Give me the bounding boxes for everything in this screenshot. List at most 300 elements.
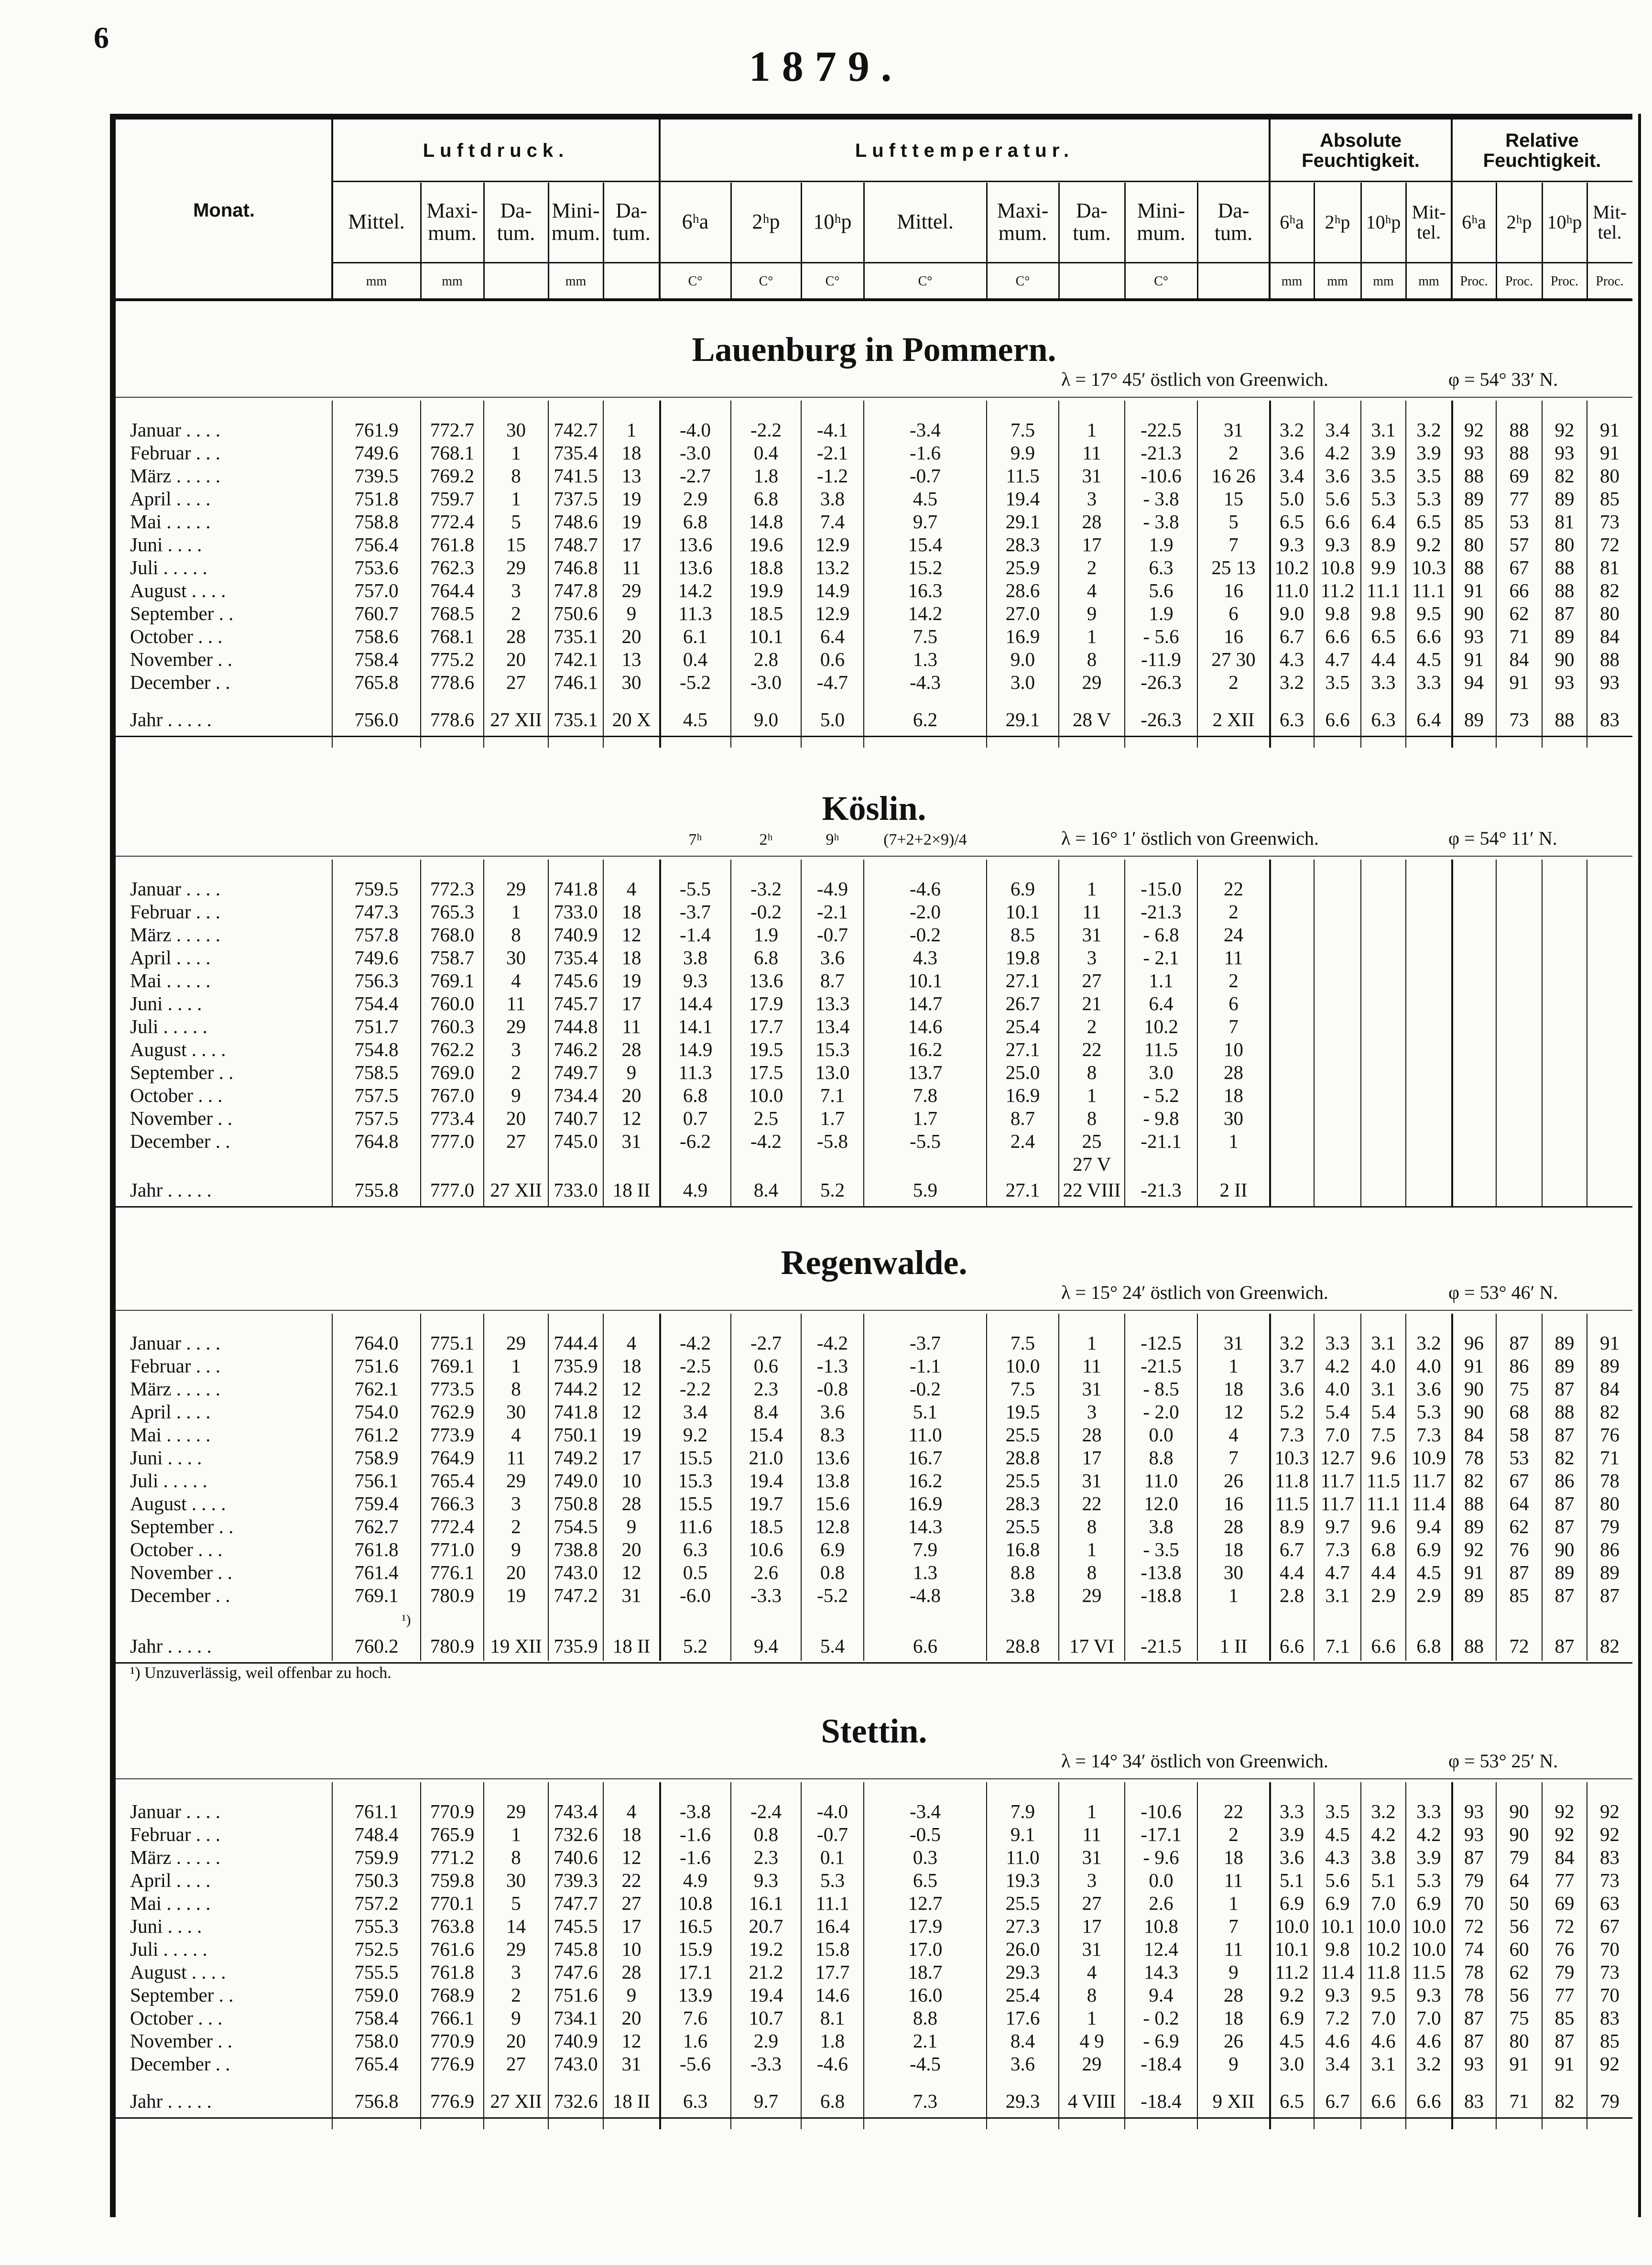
table-cell: 7.2 bbox=[1325, 2007, 1350, 2029]
table-cell: 15.3 bbox=[815, 1038, 850, 1060]
table-cell: -2.7 bbox=[750, 1332, 782, 1354]
header-unit-13: mm bbox=[1281, 274, 1303, 289]
table-cell: 755.3 bbox=[354, 1915, 399, 1937]
table-cell: 735.9 bbox=[554, 1355, 598, 1377]
table-cell: 73 bbox=[1600, 511, 1619, 533]
table-cell: 9.8 bbox=[1325, 1938, 1350, 1960]
table-cell: 773.9 bbox=[430, 1424, 475, 1446]
table-cell: 15.5 bbox=[678, 1447, 713, 1469]
table-cell: 19 XII bbox=[490, 1635, 542, 1657]
header-group-3: Relative Feuchtigkeit. bbox=[1483, 130, 1601, 171]
header-unit-10 bbox=[1059, 263, 1125, 300]
table-cell: 10.3 bbox=[1412, 556, 1446, 578]
table-cell: 6.3 bbox=[1279, 708, 1304, 730]
table-row bbox=[116, 2052, 1632, 2075]
table-cell: -3.3 bbox=[750, 1584, 782, 1606]
table-cell: 27 XII bbox=[490, 708, 542, 730]
table-cell: 2.4 bbox=[1010, 1130, 1035, 1152]
table-cell: 4.3 bbox=[913, 947, 938, 969]
table-cell: 766.3 bbox=[430, 1492, 475, 1514]
table-cell: 7.4 bbox=[820, 511, 845, 533]
table-cell: 3.6 bbox=[820, 1401, 845, 1423]
row-label: October . . . bbox=[130, 2007, 223, 2029]
table-cell: 8.8 bbox=[1149, 1447, 1174, 1469]
table-cell: 14.9 bbox=[678, 1038, 713, 1060]
table-cell: 11.1 bbox=[1366, 579, 1401, 601]
table-cell: 28 bbox=[1224, 1984, 1243, 2006]
table-cell: -0.2 bbox=[910, 1378, 941, 1400]
table-cell: 4.0 bbox=[1416, 1355, 1441, 1377]
table-cell: 85 bbox=[1464, 511, 1484, 533]
table-cell: 25.5 bbox=[1005, 1424, 1040, 1446]
table-cell: -4.3 bbox=[910, 671, 941, 693]
table-cell: -4.2 bbox=[680, 1332, 711, 1354]
table-cell: 29 bbox=[506, 1800, 526, 1822]
table-cell: 19 bbox=[621, 969, 641, 991]
table-cell: 28 bbox=[621, 1492, 641, 1514]
table-cell bbox=[1361, 923, 1406, 946]
table-row bbox=[116, 877, 1632, 900]
table-cell bbox=[1452, 900, 1496, 923]
row-label: November . . bbox=[130, 2030, 233, 2052]
row-label: December . . bbox=[130, 2053, 230, 2075]
table-cell: 1 bbox=[1087, 1332, 1097, 1354]
table-cell: 90 bbox=[1464, 1401, 1484, 1423]
table-cell: 93 bbox=[1554, 442, 1575, 464]
table-cell: 9.6 bbox=[1371, 1447, 1396, 1469]
table-cell: 755.5 bbox=[354, 1961, 399, 1983]
table-cell: -2.2 bbox=[750, 419, 782, 441]
row-label: Jahr . . . . . bbox=[130, 1635, 212, 1657]
table-cell: 9.4 bbox=[1149, 1984, 1174, 2006]
row-label: October . . . bbox=[130, 625, 223, 647]
table-cell: 25 13 bbox=[1211, 556, 1256, 578]
table-cell: 9 bbox=[626, 1061, 637, 1083]
table-cell: 78 bbox=[1464, 1961, 1484, 1983]
table-cell: 6.6 bbox=[1371, 1635, 1396, 1657]
table-cell: 759.9 bbox=[354, 1846, 399, 1868]
table-cell: 18 bbox=[1224, 1846, 1243, 1868]
table-cell bbox=[1496, 1061, 1542, 1084]
table-cell: 732.6 bbox=[554, 2090, 598, 2112]
table-cell: -1.3 bbox=[817, 1355, 848, 1377]
table-cell bbox=[1452, 1107, 1496, 1130]
table-cell: 750.8 bbox=[554, 1492, 598, 1514]
row-label: Juli . . . . . bbox=[130, 556, 207, 578]
table-cell: 17.9 bbox=[749, 992, 783, 1014]
table-cell: 83 bbox=[1600, 1846, 1619, 1868]
table-cell bbox=[1587, 969, 1632, 992]
table-cell: 29 bbox=[506, 556, 526, 578]
table-cell: 17 bbox=[1082, 1915, 1102, 1937]
table-cell: 80 bbox=[1600, 602, 1619, 624]
table-cell: 28.3 bbox=[1005, 1492, 1040, 1514]
table-cell: 79 bbox=[1600, 1515, 1619, 1537]
table-cell: 17 bbox=[1082, 534, 1102, 555]
table-cell: 3.6 bbox=[1416, 1378, 1441, 1400]
table-cell: 3.3 bbox=[1325, 1332, 1350, 1354]
table-cell: 6.3 bbox=[1149, 556, 1174, 578]
table-cell: 16.4 bbox=[815, 1915, 850, 1937]
table-cell: 763.8 bbox=[430, 1915, 475, 1937]
table-cell: 17 bbox=[621, 992, 641, 1014]
table-cell: 3.8 bbox=[683, 947, 708, 969]
table-cell: 6.9 bbox=[1279, 1892, 1304, 1914]
table-cell: 89 bbox=[1600, 1355, 1619, 1377]
table-cell: 16.5 bbox=[678, 1915, 713, 1937]
table-row bbox=[116, 1561, 1632, 1584]
table-cell: 9 bbox=[511, 1084, 521, 1106]
table-cell: 13.0 bbox=[815, 1061, 850, 1083]
table-cell: 28.3 bbox=[1005, 534, 1040, 555]
table-cell: 13 bbox=[621, 465, 641, 487]
table-cell bbox=[1496, 969, 1542, 992]
table-cell: 4.6 bbox=[1371, 2030, 1396, 2052]
table-row bbox=[116, 1983, 1632, 2006]
table-cell: 7.0 bbox=[1325, 1424, 1350, 1446]
table-cell: 17.6 bbox=[1005, 2007, 1040, 2029]
table-cell: 9.3 bbox=[1416, 1984, 1441, 2006]
table-cell: 761.8 bbox=[354, 1538, 399, 1560]
table-cell: -21.5 bbox=[1141, 1635, 1182, 1657]
table-cell: 18 bbox=[621, 442, 641, 464]
table-cell: 747.8 bbox=[554, 579, 598, 601]
table-cell: 11 bbox=[1082, 901, 1101, 923]
table-cell: 9.0 bbox=[1010, 648, 1035, 670]
table-row bbox=[116, 464, 1632, 487]
table-cell: 768.0 bbox=[430, 924, 475, 946]
table-cell: 56 bbox=[1509, 1984, 1529, 2006]
table-cell: 87 bbox=[1509, 1332, 1529, 1354]
table-cell bbox=[1406, 969, 1452, 992]
table-cell: 3.2 bbox=[1416, 2053, 1441, 2075]
table-cell: 18 bbox=[1224, 2007, 1243, 2029]
table-cell: -0.2 bbox=[750, 901, 782, 923]
table-cell: 771.2 bbox=[430, 1846, 475, 1868]
table-cell bbox=[1314, 1084, 1361, 1107]
table-cell: 768.9 bbox=[430, 1984, 475, 2006]
table-cell: 15.2 bbox=[908, 556, 943, 578]
table-cell: 759.5 bbox=[354, 878, 399, 900]
table-cell: 11.2 bbox=[1275, 1961, 1309, 1983]
table-cell: 89 bbox=[1554, 1332, 1575, 1354]
table-cell: 30 bbox=[506, 1869, 526, 1891]
row-label: Januar . . . . bbox=[130, 1800, 221, 1822]
table-cell bbox=[1587, 992, 1632, 1015]
table-cell: 739.3 bbox=[554, 1869, 598, 1891]
table-cell: 21.0 bbox=[749, 1447, 783, 1469]
table-cell: 3 bbox=[1087, 947, 1097, 969]
table-cell: 31 bbox=[621, 1584, 641, 1606]
table-cell bbox=[1542, 1015, 1587, 1038]
table-cell: -4.5 bbox=[910, 2053, 941, 2075]
table-cell: 765.3 bbox=[430, 901, 475, 923]
table-cell: 2 bbox=[1228, 901, 1239, 923]
table-cell: 88 bbox=[1554, 708, 1575, 730]
table-cell: 27 bbox=[506, 2053, 526, 2075]
table-cell: 12 bbox=[621, 1378, 641, 1400]
table-cell: 754.0 bbox=[354, 1401, 399, 1423]
table-cell: 9.2 bbox=[1279, 1984, 1304, 2006]
table-cell bbox=[1587, 877, 1632, 900]
table-cell: 16.0 bbox=[908, 1984, 943, 2006]
table-cell: -18.4 bbox=[1141, 2053, 1182, 2075]
station-latitude: φ = 54° 33′ N. bbox=[1448, 369, 1558, 390]
table-cell: 771.0 bbox=[430, 1538, 475, 1560]
table-cell: 8 bbox=[1087, 1107, 1097, 1129]
table-cell: 5.6 bbox=[1149, 579, 1174, 601]
table-cell: 6.5 bbox=[1279, 511, 1304, 533]
table-row bbox=[116, 1446, 1632, 1469]
table-cell: 84 bbox=[1509, 648, 1529, 670]
table-cell: -2.7 bbox=[680, 465, 711, 487]
station-longitude: λ = 15° 24′ östlich von Greenwich. bbox=[1061, 1282, 1328, 1303]
header-unit-7: C° bbox=[825, 274, 840, 289]
table-cell: 27 XII bbox=[490, 2090, 542, 2112]
table-cell: 1 bbox=[1228, 1355, 1239, 1377]
table-cell: 735.1 bbox=[554, 625, 598, 647]
table-cell: 90 bbox=[1509, 1823, 1529, 1845]
table-cell: 734.1 bbox=[554, 2007, 598, 2029]
header-col-divider bbox=[1314, 183, 1315, 301]
table-cell: 3.5 bbox=[1325, 1800, 1350, 1822]
header-col-divider bbox=[420, 183, 422, 301]
table-cell: 8.4 bbox=[753, 1179, 779, 1201]
table-cell: 750.3 bbox=[354, 1869, 399, 1891]
table-cell: 64 bbox=[1509, 1869, 1529, 1891]
table-cell: 738.8 bbox=[554, 1538, 598, 1560]
table-cell: 18.5 bbox=[749, 602, 783, 624]
table-cell: 20 bbox=[506, 1107, 526, 1129]
table-cell: 80 bbox=[1600, 1492, 1619, 1514]
table-cell: 9.9 bbox=[1371, 556, 1396, 578]
table-cell: 767.0 bbox=[430, 1084, 475, 1106]
table-cell: 9 bbox=[511, 2007, 521, 2029]
table-cell: 4 bbox=[1228, 1424, 1239, 1446]
table-cell: 8 bbox=[1087, 648, 1097, 670]
table-row bbox=[116, 441, 1632, 464]
table-cell: 30 bbox=[621, 671, 641, 693]
table-cell: 9.7 bbox=[1325, 1515, 1350, 1537]
row-label: September . . bbox=[130, 1515, 234, 1537]
table-cell: -0.7 bbox=[817, 1823, 848, 1845]
table-cell: 1 bbox=[511, 901, 521, 923]
table-cell: 18 II bbox=[612, 1179, 651, 1201]
table-cell: 772.3 bbox=[430, 878, 475, 900]
row-label: December . . bbox=[130, 671, 230, 693]
table-cell: -4.0 bbox=[817, 1800, 848, 1822]
table-cell: 22 bbox=[1224, 1800, 1243, 1822]
table-cell bbox=[1361, 992, 1406, 1015]
table-cell: 29 bbox=[1082, 2053, 1102, 2075]
table-cell: 7.9 bbox=[1010, 1800, 1035, 1822]
table-cell: -3.7 bbox=[910, 1332, 941, 1354]
table-cell: 4 VIII bbox=[1067, 2090, 1116, 2112]
table-row bbox=[116, 1960, 1632, 1983]
table-cell: 18 bbox=[621, 1355, 641, 1377]
table-cell: 18.8 bbox=[749, 556, 783, 578]
table-cell: 91 bbox=[1600, 1332, 1619, 1354]
table-cell: 3.6 bbox=[1279, 1846, 1304, 1868]
table-cell: 764.8 bbox=[354, 1130, 399, 1152]
table-cell: 761.9 bbox=[354, 419, 399, 441]
table-cell: 13.8 bbox=[815, 1470, 850, 1492]
table-row bbox=[116, 1538, 1632, 1561]
table-cell: 15 bbox=[1224, 488, 1243, 510]
table-cell: 17.5 bbox=[749, 1061, 783, 1083]
table-row-year bbox=[116, 1178, 1632, 1201]
table-cell: 71 bbox=[1600, 1447, 1619, 1469]
table-cell: 770.1 bbox=[430, 1892, 475, 1914]
table-cell: 741.5 bbox=[554, 465, 598, 487]
table-cell: 741.8 bbox=[554, 878, 598, 900]
table-cell: 3.6 bbox=[820, 947, 845, 969]
table-cell: 11 bbox=[1224, 1938, 1243, 1960]
table-cell: 80 bbox=[1509, 2030, 1529, 2052]
table-cell: 11.5 bbox=[1366, 1470, 1401, 1492]
table-cell: 30 bbox=[1224, 1107, 1243, 1129]
table-cell: 7.0 bbox=[1371, 2007, 1396, 2029]
table-row bbox=[116, 1492, 1632, 1515]
station-longitude: λ = 16° 1′ östlich von Greenwich. bbox=[1061, 828, 1319, 849]
table-cell: 4.5 bbox=[913, 488, 938, 510]
table-cell: 13.2 bbox=[815, 556, 850, 578]
table-cell: 8.7 bbox=[820, 969, 845, 991]
table-cell: 733.0 bbox=[554, 901, 598, 923]
table-cell: 6.5 bbox=[1416, 511, 1441, 533]
table-cell: 9.1 bbox=[1010, 1823, 1035, 1845]
table-cell: 747.2 bbox=[554, 1584, 598, 1606]
table-cell: 3 bbox=[511, 1038, 521, 1060]
table-cell bbox=[1314, 900, 1361, 923]
section-bottom-rule bbox=[116, 2117, 1632, 2119]
table-cell bbox=[1361, 877, 1406, 900]
table-cell: 17 bbox=[621, 1915, 641, 1937]
table-cell: 10.0 bbox=[1412, 1938, 1446, 1960]
table-cell: 5.3 bbox=[1416, 1869, 1441, 1891]
table-cell: 5.6 bbox=[1325, 1869, 1350, 1891]
table-row bbox=[116, 1400, 1632, 1423]
table-row bbox=[116, 1015, 1632, 1038]
table-cell: 20.7 bbox=[749, 1915, 783, 1937]
table-cell bbox=[1452, 923, 1496, 946]
table-cell: 22 VIII bbox=[1063, 1179, 1121, 1201]
table-cell: 776.9 bbox=[430, 2090, 475, 2112]
station-latitude: φ = 53° 46′ N. bbox=[1448, 1282, 1558, 1303]
table-cell: 3.2 bbox=[1416, 419, 1441, 441]
header-col-divider bbox=[1058, 183, 1060, 301]
table-cell: 7.5 bbox=[1010, 1378, 1035, 1400]
table-cell: 11 bbox=[1224, 1869, 1243, 1891]
table-cell: 10 bbox=[621, 1470, 641, 1492]
table-cell: 25.0 bbox=[1005, 1061, 1040, 1083]
table-cell bbox=[1270, 1084, 1314, 1107]
table-row bbox=[116, 923, 1632, 946]
station-subheader-1: 2ʰ bbox=[759, 831, 773, 849]
table-cell: 6.3 bbox=[1371, 708, 1396, 730]
table-cell: 7 bbox=[1228, 1915, 1239, 1937]
table-cell: 0.5 bbox=[683, 1561, 708, 1583]
table-cell: 4.2 bbox=[1325, 442, 1350, 464]
table-cell bbox=[1270, 992, 1314, 1015]
table-cell: 62 bbox=[1509, 1515, 1529, 1537]
header-unit-19: Proc. bbox=[1550, 274, 1579, 289]
table-cell: 29 bbox=[506, 1470, 526, 1492]
table-cell: 10.1 bbox=[1320, 1915, 1355, 1937]
table-row bbox=[116, 946, 1632, 969]
table-cell: 6.8 bbox=[820, 2090, 845, 2112]
table-cell: 31 bbox=[1224, 1332, 1243, 1354]
table-cell: 8.5 bbox=[1010, 924, 1035, 946]
table-cell: 3.2 bbox=[1371, 1800, 1396, 1822]
table-cell: 3.6 bbox=[1010, 2053, 1035, 2075]
table-cell: 3.1 bbox=[1371, 1378, 1396, 1400]
table-cell: 10.2 bbox=[1274, 556, 1309, 578]
table-cell: 735.9 bbox=[554, 1635, 598, 1657]
table-cell: 756.4 bbox=[354, 534, 399, 555]
table-cell bbox=[1270, 969, 1314, 992]
header-unit-15: mm bbox=[1373, 274, 1394, 289]
table-cell: 758.7 bbox=[430, 947, 475, 969]
table-cell: - 3.8 bbox=[1143, 488, 1179, 510]
table-cell: 27.0 bbox=[1005, 602, 1040, 624]
table-cell: 19.7 bbox=[749, 1492, 783, 1514]
table-cell bbox=[1314, 969, 1361, 992]
table-cell: 6.9 bbox=[820, 1538, 845, 1560]
table-cell: 78 bbox=[1600, 1470, 1619, 1492]
table-cell: 9 bbox=[1228, 1961, 1239, 1983]
table-cell: 87 bbox=[1554, 1635, 1575, 1657]
table-cell: -5.2 bbox=[817, 1584, 848, 1606]
table-cell: 10.1 bbox=[749, 625, 783, 647]
table-cell: 3.3 bbox=[1371, 671, 1396, 693]
table-cell: -26.3 bbox=[1141, 671, 1182, 693]
table-cell: 28 bbox=[621, 1038, 641, 1060]
table-cell: 756.8 bbox=[354, 2090, 399, 2112]
row-label: August . . . . bbox=[130, 1038, 226, 1060]
table-cell: 749.6 bbox=[354, 947, 399, 969]
table-cell: 733.0 bbox=[554, 1179, 598, 1201]
table-cell: 11.6 bbox=[678, 1515, 712, 1537]
table-cell: 62 bbox=[1509, 602, 1529, 624]
table-cell: 2 bbox=[1087, 556, 1097, 578]
header-col-0: Mittel. bbox=[348, 210, 405, 234]
table-cell: 88 bbox=[1554, 579, 1575, 601]
table-cell: 6.9 bbox=[1279, 2007, 1304, 2029]
table-cell: 11.1 bbox=[815, 1892, 849, 1914]
table-cell: 5.3 bbox=[1416, 1401, 1441, 1423]
table-cell: 24 bbox=[1224, 924, 1243, 946]
table-cell: 27.3 bbox=[1005, 1915, 1040, 1937]
table-cell: 11.0 bbox=[1275, 579, 1309, 601]
table-cell: 2 bbox=[511, 1515, 521, 1537]
table-cell: 88 bbox=[1464, 1492, 1484, 1514]
table-cell: -4.2 bbox=[750, 1130, 782, 1152]
table-cell: 1 bbox=[511, 488, 521, 510]
table-cell: -1.6 bbox=[680, 1823, 711, 1845]
table-cell bbox=[1406, 992, 1452, 1015]
table-cell: 63 bbox=[1600, 1892, 1619, 1914]
table-cell: 53 bbox=[1509, 1447, 1529, 1469]
header-unit-12 bbox=[1197, 263, 1270, 300]
table-cell bbox=[1361, 1178, 1406, 1201]
table-cell: 12.0 bbox=[1144, 1492, 1178, 1514]
table-cell: 2.8 bbox=[1279, 1584, 1304, 1606]
table-cell: 76 bbox=[1554, 1938, 1575, 1960]
table-cell: 13.9 bbox=[678, 1984, 713, 2006]
table-cell: 776.9 bbox=[430, 2053, 475, 2075]
table-cell bbox=[1406, 1084, 1452, 1107]
